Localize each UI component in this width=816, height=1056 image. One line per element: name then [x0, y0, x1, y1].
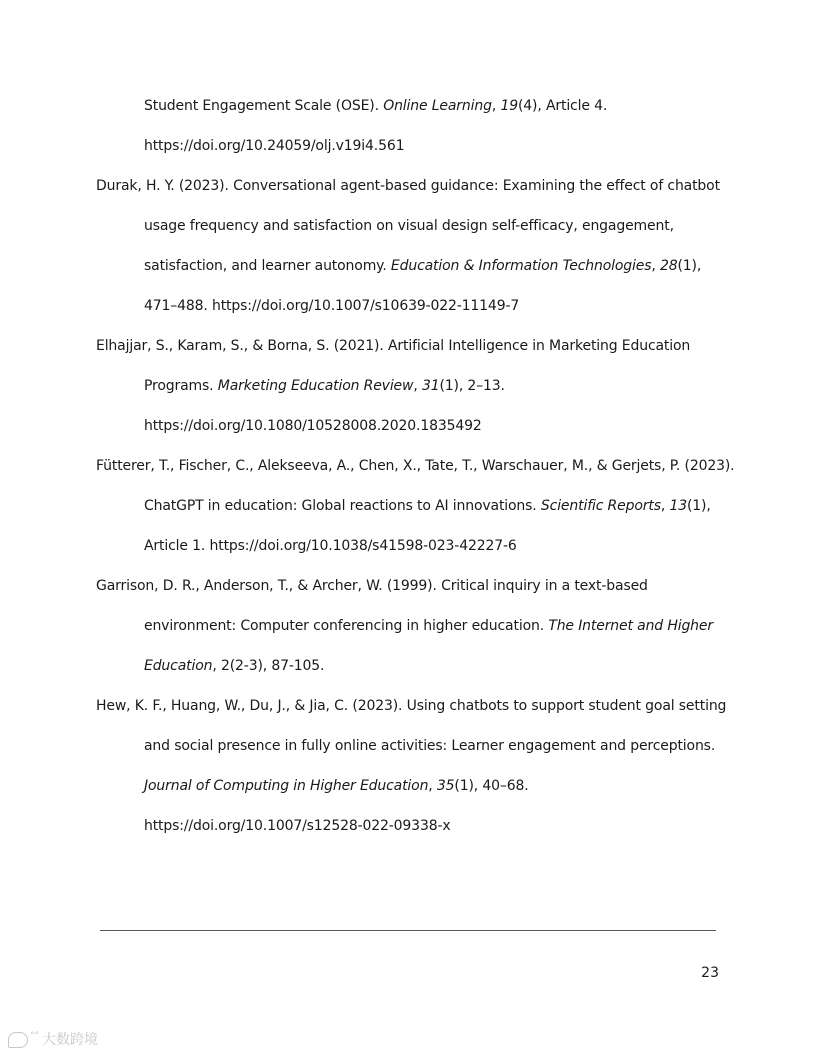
reference-continuation-line — [144, 417, 482, 435]
text-run: https://doi.org/10.1080/10528008.2020.1835492 — [144, 418, 482, 434]
text-run: (1), 40–68. — [454, 778, 529, 794]
text-run: Durak, H. Y. (2023). Conversational agent-based guidance: Examining the effect of chatbot — [96, 178, 720, 194]
italic-text: 28 — [659, 258, 678, 274]
italic-text: The Internet and Higher — [548, 618, 713, 634]
italic-text: Marketing Education Review — [217, 378, 414, 394]
text-run: https://doi.org/10.24059/olj.v19i4.561 — [144, 138, 405, 154]
text-run: Student Engagement Scale (OSE). — [144, 98, 384, 114]
italic-text: Scientific Reports — [540, 498, 661, 514]
reference-continuation-line — [144, 217, 674, 235]
reference-continuation-line — [144, 137, 404, 155]
reference-continuation-line — [144, 257, 701, 275]
text-run: (4), Article 4. — [517, 98, 608, 114]
italic-text: 19 — [500, 98, 518, 114]
text-run: ChatGPT in education: Global reactions to AI innovations. — [144, 498, 541, 514]
text-run: Garrison, D. R., Anderson, T., & Archer, W. (1999). Critical inquiry in a text-based — [96, 578, 648, 594]
text-run: , — [660, 498, 670, 514]
footer-divider — [100, 930, 716, 931]
text-run: and social presence in fully online activities: Learner engagement and perceptions. — [144, 738, 716, 754]
reference-entry-line — [96, 337, 690, 355]
reference-continuation-line — [144, 657, 324, 675]
text-run: Hew, K. F., Huang, W., Du, J., & Jia, C. (2023). Using chatbots to support student goal setting — [96, 698, 727, 714]
italic-text: Education & Information Technologies — [390, 258, 652, 274]
text-run: , — [491, 98, 501, 114]
reference-continuation-line — [144, 497, 711, 515]
text-run: environment: Computer conferencing in higher education. — [144, 618, 549, 634]
reference-continuation-line — [144, 817, 451, 835]
reference-continuation-line — [144, 297, 519, 315]
text-run: Elhajjar, S., Karam, S., & Borna, S. (2021). Artificial Intelligence in Marketing Education — [96, 338, 691, 354]
text-run: satisfaction, and learner autonomy. — [144, 258, 391, 274]
reference-entry-line — [96, 577, 648, 595]
text-run: 471–488. https://doi.org/10.1007/s10639-022-11149-7 — [144, 298, 520, 314]
reference-continuation-line — [144, 377, 505, 395]
text-run: , — [651, 258, 660, 274]
text-run: Programs. — [144, 378, 218, 394]
text-run: (1), 2–13. — [439, 378, 505, 394]
reference-entry-line — [96, 177, 720, 195]
text-run: , 2(2-3), 87-105. — [212, 658, 325, 674]
reference-entry-line — [96, 457, 734, 475]
italic-text: 13 — [669, 498, 687, 514]
text-run: usage frequency and satisfaction on visual design self-efficacy, engagement, — [144, 218, 674, 234]
text-run: , — [428, 778, 437, 794]
text-run: (1), — [677, 258, 702, 274]
text-run: https://doi.org/10.1007/s12528-022-09338-x — [144, 818, 451, 834]
reference-entry-line — [96, 697, 726, 715]
watermark-text: 大数跨境 — [42, 1032, 98, 1048]
text-run: Fütterer, T., Fischer, C., Alekseeva, A., Chen, X., Tate, T., Warschauer, M., & Gerjets, P. (2023). — [96, 458, 735, 474]
italic-text: Online Learning — [383, 98, 492, 114]
reference-continuation-line — [144, 737, 715, 755]
reference-continuation-line — [144, 617, 713, 635]
text-run: (1), — [686, 498, 711, 514]
italic-text: Education — [144, 658, 213, 674]
italic-text: 31 — [421, 378, 440, 394]
reference-continuation-line — [144, 777, 529, 795]
reference-continuation-line — [144, 537, 517, 555]
text-run: , — [413, 378, 422, 394]
watermark-dots: °° — [30, 1031, 39, 1041]
reference-entry-line — [144, 97, 607, 115]
watermark — [8, 1031, 98, 1051]
italic-text: Journal of Computing in Higher Education — [144, 778, 429, 794]
italic-text: 35 — [436, 778, 455, 794]
chat-bubble-icon — [8, 1032, 28, 1048]
text-run: Article 1. https://doi.org/10.1038/s41598-023-42227-6 — [144, 538, 517, 554]
page-number: 23 — [701, 965, 719, 981]
